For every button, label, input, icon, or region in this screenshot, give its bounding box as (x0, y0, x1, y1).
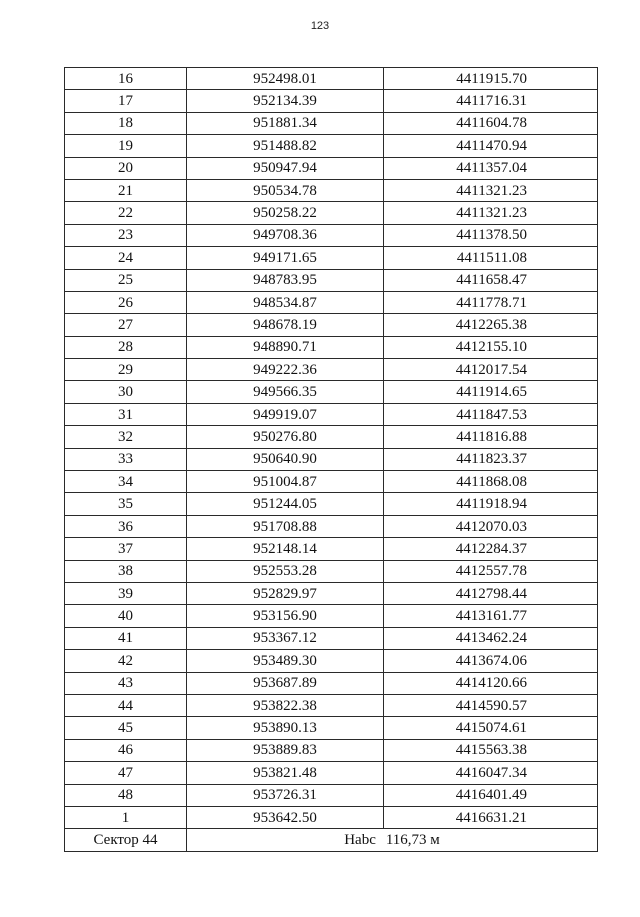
x-coordinate: 949566.35 (187, 381, 384, 403)
point-number: 20 (65, 157, 187, 179)
x-coordinate: 951004.87 (187, 471, 384, 493)
sector-label: Сектор 44 (65, 829, 187, 852)
x-coordinate: 951881.34 (187, 112, 384, 134)
point-number: 1 (65, 806, 187, 828)
y-coordinate: 4411511.08 (384, 247, 598, 269)
table-row (65, 202, 598, 224)
y-coordinate: 4416631.21 (384, 806, 598, 828)
point-number: 28 (65, 336, 187, 358)
table-row (65, 291, 598, 313)
y-coordinate: 4411918.94 (384, 493, 598, 515)
table-row (65, 314, 598, 336)
table-row (65, 135, 598, 157)
point-number: 40 (65, 605, 187, 627)
x-coordinate: 950534.78 (187, 179, 384, 201)
table-row (65, 739, 598, 761)
x-coordinate: 949222.36 (187, 359, 384, 381)
y-coordinate: 4412265.38 (384, 314, 598, 336)
point-number: 16 (65, 68, 187, 90)
point-number: 21 (65, 179, 187, 201)
point-number: 27 (65, 314, 187, 336)
y-coordinate: 4411914.65 (384, 381, 598, 403)
table-row (65, 650, 598, 672)
x-coordinate: 948890.71 (187, 336, 384, 358)
habs-cell (187, 829, 598, 852)
x-coordinate: 949171.65 (187, 247, 384, 269)
point-number: 30 (65, 381, 187, 403)
table-row (65, 157, 598, 179)
table-row (65, 515, 598, 537)
y-coordinate: 4416401.49 (384, 784, 598, 806)
y-coordinate: 4412557.78 (384, 560, 598, 582)
point-number: 36 (65, 515, 187, 537)
table-row (65, 694, 598, 716)
y-coordinate: 4412017.54 (384, 359, 598, 381)
table-row (65, 471, 598, 493)
point-number: 25 (65, 269, 187, 291)
x-coordinate: 951708.88 (187, 515, 384, 537)
point-number: 39 (65, 582, 187, 604)
x-coordinate: 953726.31 (187, 784, 384, 806)
y-coordinate: 4411868.08 (384, 471, 598, 493)
y-coordinate: 4411470.94 (384, 135, 598, 157)
x-coordinate: 949919.07 (187, 403, 384, 425)
table-row (65, 403, 598, 425)
table-row (65, 179, 598, 201)
y-coordinate: 4411716.31 (384, 90, 598, 112)
table-row (65, 605, 598, 627)
x-coordinate: 953156.90 (187, 605, 384, 627)
point-number: 41 (65, 627, 187, 649)
y-coordinate: 4411778.71 (384, 291, 598, 313)
table-row (65, 627, 598, 649)
coordinates-table-body (65, 68, 598, 829)
point-number: 47 (65, 762, 187, 784)
point-number: 22 (65, 202, 187, 224)
point-number: 31 (65, 403, 187, 425)
table-row (65, 582, 598, 604)
point-number: 18 (65, 112, 187, 134)
x-coordinate: 948534.87 (187, 291, 384, 313)
x-coordinate: 950947.94 (187, 157, 384, 179)
table-row (65, 426, 598, 448)
x-coordinate: 953821.48 (187, 762, 384, 784)
table-row (65, 381, 598, 403)
x-coordinate: 950640.90 (187, 448, 384, 470)
x-coordinate: 953642.50 (187, 806, 384, 828)
y-coordinate: 4411604.78 (384, 112, 598, 134)
y-coordinate: 4415074.61 (384, 717, 598, 739)
x-coordinate: 953367.12 (187, 627, 384, 649)
point-number: 33 (65, 448, 187, 470)
y-coordinate: 4411357.04 (384, 157, 598, 179)
table-row (65, 762, 598, 784)
x-coordinate: 953889.83 (187, 739, 384, 761)
x-coordinate: 953489.30 (187, 650, 384, 672)
x-coordinate: 953687.89 (187, 672, 384, 694)
y-coordinate: 4413674.06 (384, 650, 598, 672)
table-row (65, 90, 598, 112)
coordinates-table (64, 67, 598, 852)
footer-row (65, 829, 598, 852)
table-row (65, 247, 598, 269)
point-number: 23 (65, 224, 187, 246)
table-row (65, 538, 598, 560)
habs-label: Нabc (344, 832, 376, 849)
point-number: 46 (65, 739, 187, 761)
table-row (65, 717, 598, 739)
point-number: 26 (65, 291, 187, 313)
y-coordinate: 4411847.53 (384, 403, 598, 425)
y-coordinate: 4412070.03 (384, 515, 598, 537)
y-coordinate: 4414120.66 (384, 672, 598, 694)
point-number: 29 (65, 359, 187, 381)
y-coordinate: 4411816.88 (384, 426, 598, 448)
point-number: 43 (65, 672, 187, 694)
y-coordinate: 4415563.38 (384, 739, 598, 761)
table-row (65, 448, 598, 470)
y-coordinate: 4412155.10 (384, 336, 598, 358)
table-row (65, 336, 598, 358)
x-coordinate: 953890.13 (187, 717, 384, 739)
table-row (65, 806, 598, 828)
x-coordinate: 952498.01 (187, 68, 384, 90)
point-number: 44 (65, 694, 187, 716)
x-coordinate: 951244.05 (187, 493, 384, 515)
point-number: 34 (65, 471, 187, 493)
y-coordinate: 4411321.23 (384, 202, 598, 224)
table-row (65, 672, 598, 694)
point-number: 37 (65, 538, 187, 560)
y-coordinate: 4411378.50 (384, 224, 598, 246)
y-coordinate: 4416047.34 (384, 762, 598, 784)
y-coordinate: 4411321.23 (384, 179, 598, 201)
x-coordinate: 950276.80 (187, 426, 384, 448)
x-coordinate: 952829.97 (187, 582, 384, 604)
point-number: 24 (65, 247, 187, 269)
point-number: 19 (65, 135, 187, 157)
x-coordinate: 951488.82 (187, 135, 384, 157)
x-coordinate: 953822.38 (187, 694, 384, 716)
table-row (65, 359, 598, 381)
x-coordinate: 952553.28 (187, 560, 384, 582)
table-row (65, 68, 598, 90)
y-coordinate: 4411915.70 (384, 68, 598, 90)
x-coordinate: 950258.22 (187, 202, 384, 224)
y-coordinate: 4411823.37 (384, 448, 598, 470)
point-number: 35 (65, 493, 187, 515)
point-number: 48 (65, 784, 187, 806)
y-coordinate: 4412284.37 (384, 538, 598, 560)
x-coordinate: 949708.36 (187, 224, 384, 246)
habs-value: 116,73 м (385, 832, 440, 849)
y-coordinate: 4414590.57 (384, 694, 598, 716)
x-coordinate: 948678.19 (187, 314, 384, 336)
table-row (65, 112, 598, 134)
point-number: 17 (65, 90, 187, 112)
x-coordinate: 952148.14 (187, 538, 384, 560)
y-coordinate: 4412798.44 (384, 582, 598, 604)
table-row (65, 269, 598, 291)
table-row (65, 224, 598, 246)
table-row (65, 493, 598, 515)
y-coordinate: 4413462.24 (384, 627, 598, 649)
x-coordinate: 948783.95 (187, 269, 384, 291)
y-coordinate: 4411658.47 (384, 269, 598, 291)
table-row (65, 784, 598, 806)
page-number: 123 (310, 20, 330, 32)
point-number: 32 (65, 426, 187, 448)
x-coordinate: 952134.39 (187, 90, 384, 112)
table-row (65, 560, 598, 582)
point-number: 45 (65, 717, 187, 739)
point-number: 42 (65, 650, 187, 672)
point-number: 38 (65, 560, 187, 582)
y-coordinate: 4413161.77 (384, 605, 598, 627)
